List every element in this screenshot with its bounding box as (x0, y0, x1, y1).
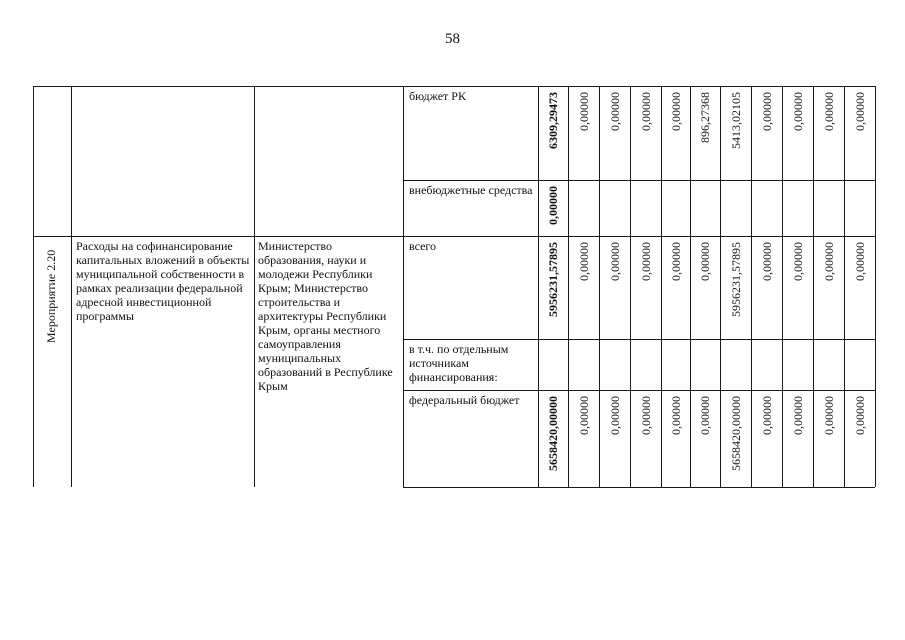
year-value: 0,00000 (760, 242, 774, 281)
col-line (813, 86, 814, 487)
col-line (661, 86, 662, 487)
year-value: 0,00000 (577, 242, 591, 281)
total-value: 0,00000 (546, 186, 560, 225)
col-line (630, 86, 631, 487)
year-value: 0,00000 (822, 92, 836, 131)
year-value: 0,00000 (669, 242, 683, 281)
year-value: 0,00000 (669, 92, 683, 131)
year-value: 0,00000 (853, 396, 867, 435)
source-label: федеральный бюджет (409, 393, 520, 407)
col-line (690, 86, 691, 487)
page-number: 58 (445, 31, 460, 47)
year-value: 0,00000 (608, 242, 622, 281)
measure-executors: Министерство образования, науки и молодежи Республики Крым; Министерство строительства и архитектуры Республики Крым, органы местного самоуправления муниципальных образований в Республике Крым (258, 239, 393, 393)
row-line (403, 180, 875, 181)
col-line (875, 86, 876, 487)
year-value: 0,00000 (577, 92, 591, 131)
col-line (33, 86, 34, 487)
year-value: 5956231,57895 (729, 242, 743, 317)
year-value: 0,00000 (669, 396, 683, 435)
year-value: 0,00000 (698, 242, 712, 281)
row-line (403, 236, 875, 237)
table-top-border (33, 86, 403, 87)
row-line (403, 339, 875, 340)
year-value: 0,00000 (853, 242, 867, 281)
year-value: 0,00000 (791, 396, 805, 435)
year-value: 0,00000 (639, 242, 653, 281)
total-value: 5956231,57895 (546, 242, 560, 317)
col-line (71, 86, 72, 487)
source-label: внебюджетные средства (409, 183, 533, 197)
total-value: 5658420,00000 (546, 396, 560, 471)
col-line (751, 86, 752, 487)
col-line (844, 86, 845, 487)
col-line (254, 86, 255, 487)
year-value: 5413,02105 (729, 92, 743, 149)
col-line (599, 86, 600, 487)
year-value: 0,00000 (608, 92, 622, 131)
col-line (720, 86, 721, 487)
row-line (403, 487, 875, 488)
year-value: 0,00000 (577, 396, 591, 435)
source-label: всего (409, 239, 437, 253)
measure-divider-line (33, 236, 403, 237)
measure-description: Расходы на софинансирование капитальных вложений в объекты муниципальной собственности в рамках реализации федеральной адресной инвестиционной программы (76, 239, 250, 323)
col-line (538, 86, 539, 487)
source-label: в т.ч. по отдельным источникам финансирования: (409, 342, 509, 384)
year-value: 0,00000 (608, 396, 622, 435)
year-value: 0,00000 (853, 92, 867, 131)
row-line (403, 86, 875, 87)
row-line (403, 390, 875, 391)
col-line (568, 86, 569, 487)
source-label: бюджет РК (409, 89, 466, 103)
total-value: 6309,29473 (546, 92, 560, 149)
year-value: 0,00000 (822, 396, 836, 435)
year-value: 896,27368 (698, 92, 712, 143)
year-value: 5658420,00000 (729, 396, 743, 471)
year-value: 0,00000 (791, 92, 805, 131)
col-line (403, 86, 404, 487)
year-value: 0,00000 (639, 92, 653, 131)
year-value: 0,00000 (822, 242, 836, 281)
measure-code: Мероприятие 2.20 (44, 249, 58, 343)
year-value: 0,00000 (760, 396, 774, 435)
year-value: 0,00000 (760, 92, 774, 131)
col-line (782, 86, 783, 487)
year-value: 0,00000 (639, 396, 653, 435)
year-value: 0,00000 (791, 242, 805, 281)
year-value: 0,00000 (698, 396, 712, 435)
